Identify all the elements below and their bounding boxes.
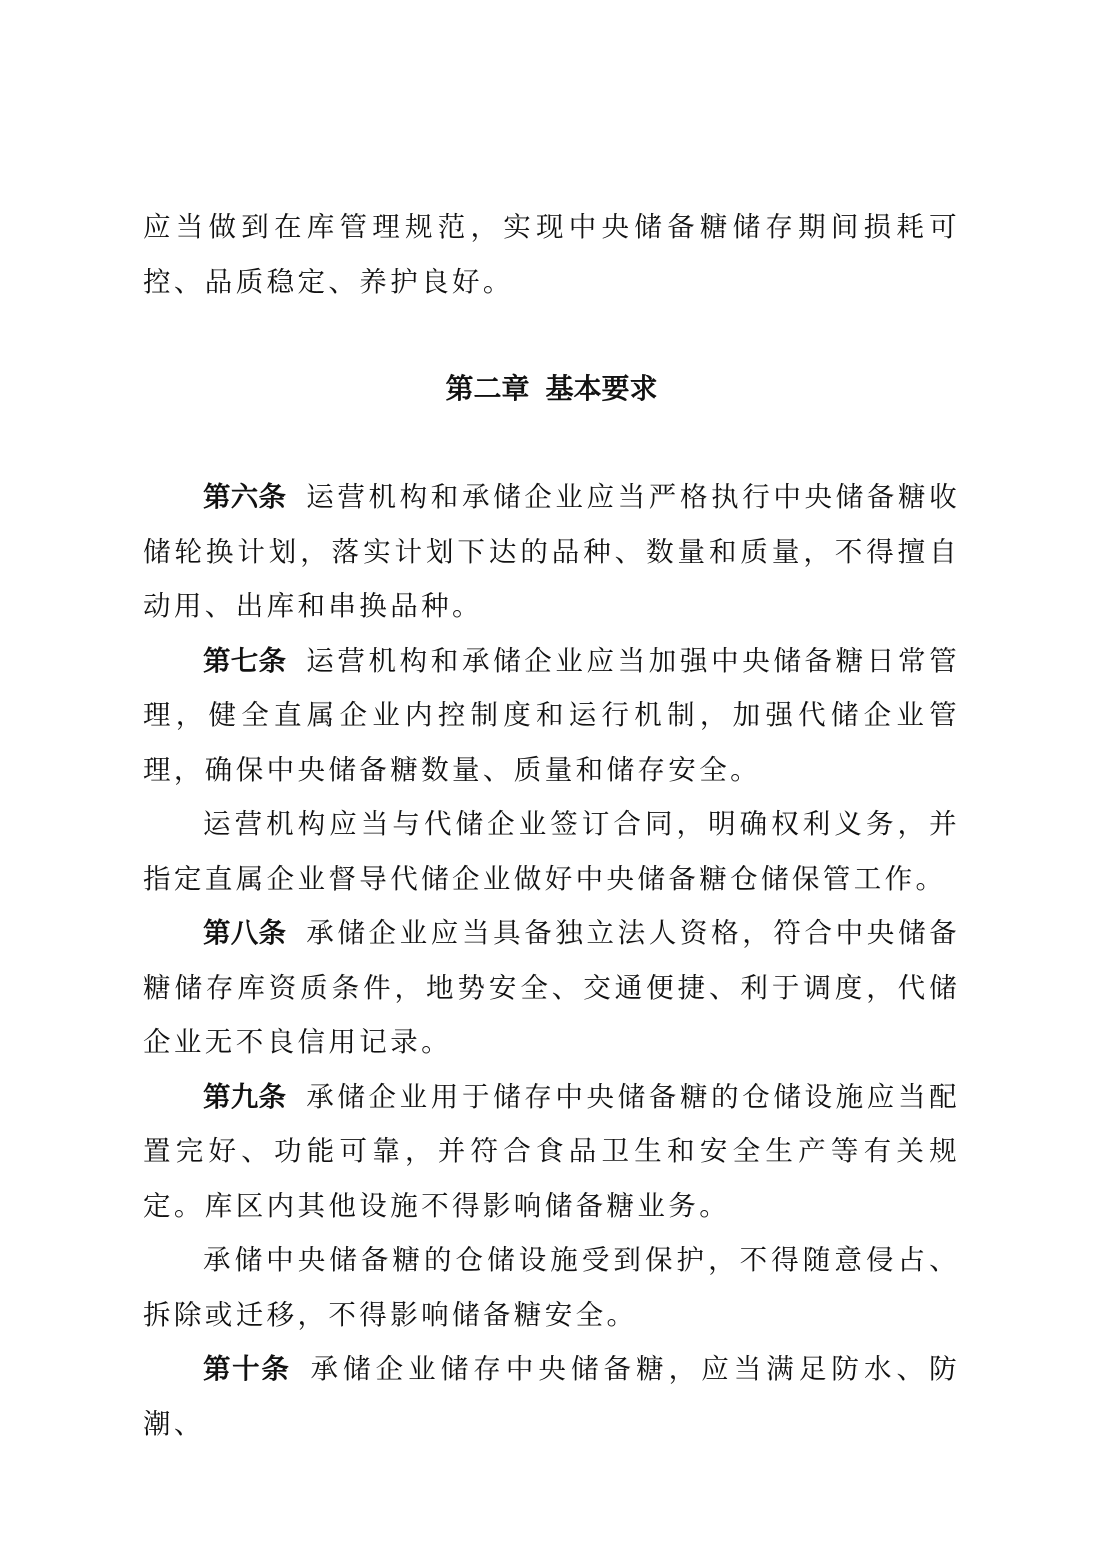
chapter-heading xyxy=(143,362,960,416)
article-8-paragraph xyxy=(143,906,960,1070)
article-9-text: 承储企业用于储存中央储备糖的仓储设施应当配置完好、功能可靠，并符合食品卫生和安全生产等有关规定。库区内其他设施不得影响储备糖业务。 xyxy=(143,1080,960,1222)
article-8-number: 第八条 xyxy=(203,917,287,949)
article-7-extra-paragraph: 运营机构应当与代储企业签订合同，明确权利义务，并指定直属企业督导代储企业做好中央储备糖仓储保管工作。 xyxy=(143,808,960,895)
article-7-number: 第七条 xyxy=(203,644,287,677)
article-7-text: 运营机构和承储企业应当加强中央储备糖日常管理，健全直属企业内控制度和运行机制，加强代储企业管理，确保中央储备糖数量、质量和储存安全。 xyxy=(143,644,960,786)
article-10-text: 承储企业储存中央储备糖，应当满足防水、防潮、 xyxy=(143,1353,961,1440)
article-6-text: 运营机构和承储企业应当严格执行中央储备糖收储轮换计划，落实计划下达的品种、数量和质量，不得擅自动用、出库和串换品种。 xyxy=(143,481,960,622)
article-7-paragraph xyxy=(143,634,960,798)
continuation-section xyxy=(143,200,960,309)
chapter-number: 第二章 xyxy=(445,372,530,405)
article-9-paragraph xyxy=(143,1070,960,1234)
article-9-number: 第九条 xyxy=(203,1080,287,1113)
article-6-number: 第六条 xyxy=(203,481,287,513)
articles-section xyxy=(143,470,960,1451)
article-8-text: 承储企业应当具备独立法人资格，符合中央储备糖储存库资质条件，地势安全、交通便捷、利于调度，代储企业无不良信用记录。 xyxy=(143,917,960,1058)
article-10-number: 第十条 xyxy=(203,1353,291,1385)
article-9-extra-paragraph: 承储中央储备糖的仓储设施受到保护，不得随意侵占、拆除或迁移，不得影响储备糖安全。 xyxy=(143,1244,960,1331)
chapter-title: 基本要求 xyxy=(545,372,658,405)
article-6-paragraph xyxy=(143,470,960,634)
continuation-paragraph: 应当做到在库管理规范，实现中央储备糖储存期间损耗可控、品质稳定、养护良好。 xyxy=(143,211,960,298)
article-10-paragraph xyxy=(143,1342,960,1451)
